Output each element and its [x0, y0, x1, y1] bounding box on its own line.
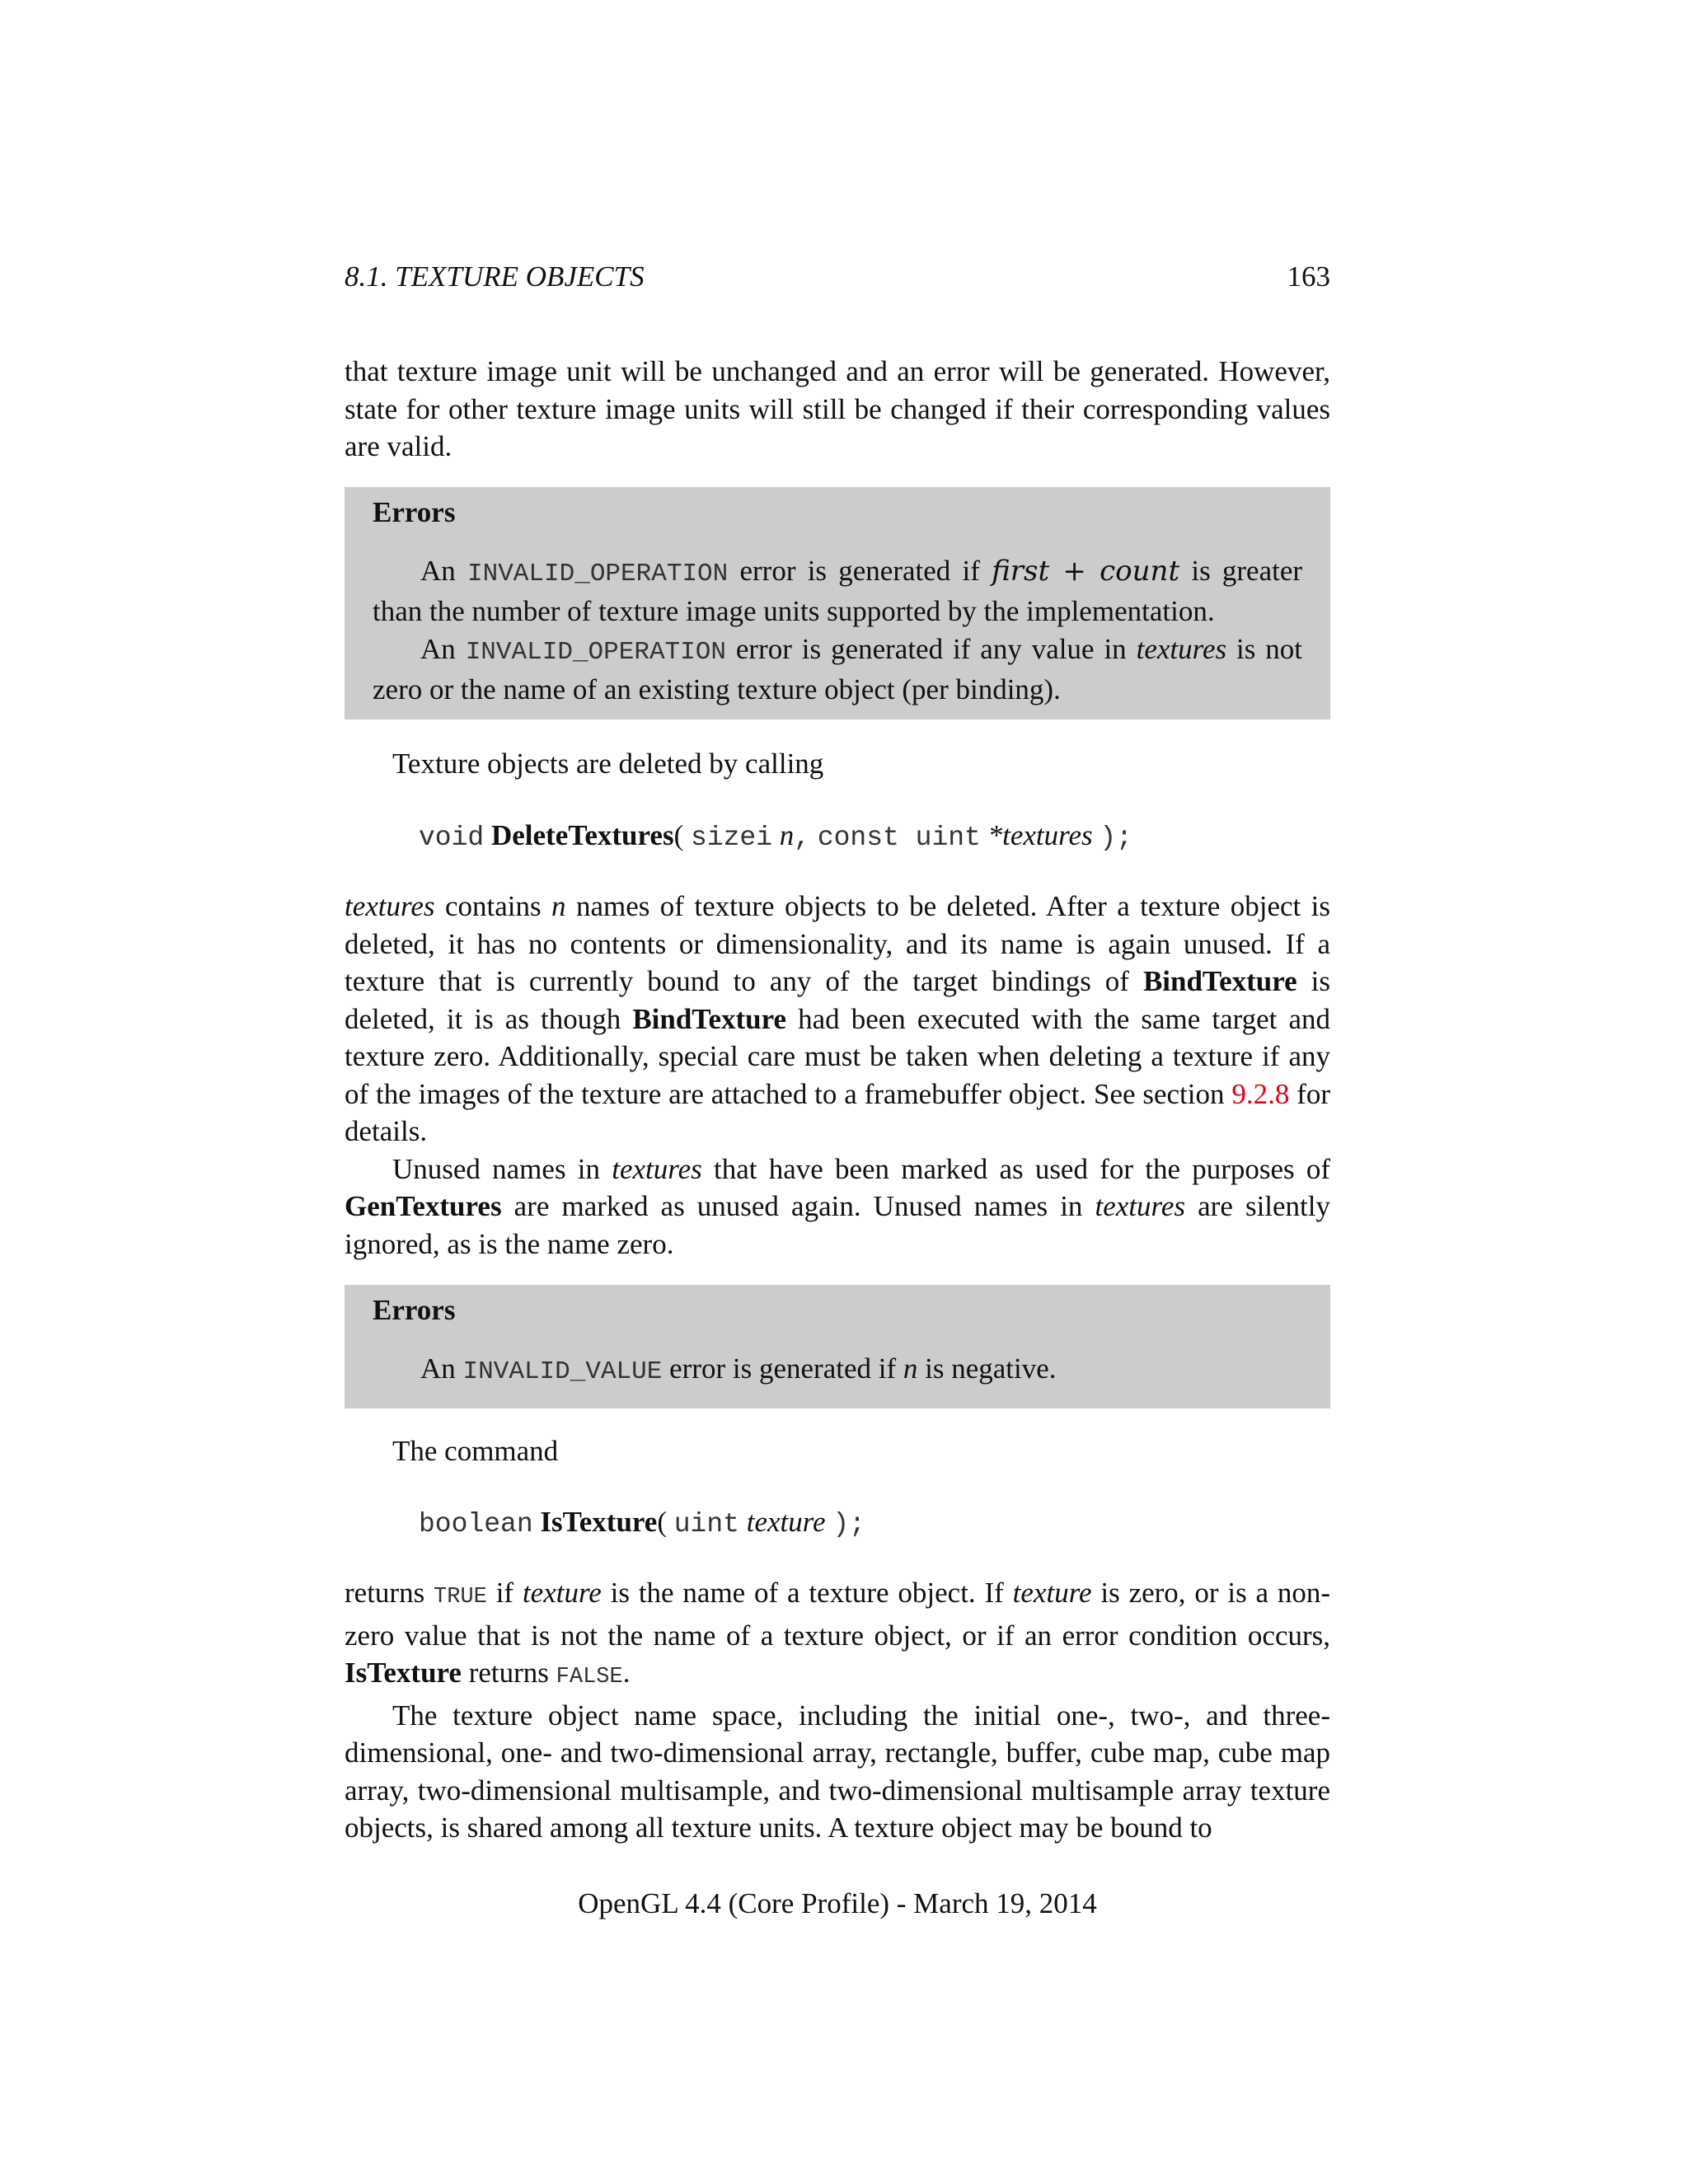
math-expression: first + count — [992, 554, 1180, 588]
function-name: DeleteTextures — [490, 819, 674, 851]
errors-box-1 — [345, 487, 1330, 719]
errors-box-2 — [345, 1285, 1330, 1408]
delete-textures-prototype: void DeleteTextures( sizei n, const uint *textures ); — [419, 819, 1132, 853]
namespace-paragraph: The texture object name space, including the initial one-, two-, and three- dimensional, one- and two-dimensional array, rectangle, buffer, cube map, cube map array, two-dimensional multisample, and two-dimensional multisample array texture objects, is shared among all texture units. A texture object may be bound to — [345, 1699, 1330, 1844]
delete-description: textures contains n names of texture objects to be deleted. After a texture object is deleted, it has no contents or dimensionality, and its name is again unused. If a texture that is currently bound to any of the target bindings of BindTexture is deleted, it is as though BindTexture had been executed with the same target and texture zero. Additionally, special care must be taken when deleting a texture if any of the images of the texture are attached to a framebuffer object. See section 9.2.8 for details. Unused names in textures that have been marked as used for the purposes of GenTextures are marked as unused again. Unused names in textures are silently ignored, as is the name zero. — [345, 888, 1330, 1263]
errors-heading: Errors — [373, 1294, 456, 1326]
error-item: An INVALID_OPERATION error is generated if first + count is greater than the number of texture image units supported by the implementation. — [373, 554, 1303, 627]
error-item: An INVALID_OPERATION error is generated if any value in textures is not zero or the name of an existing texture object (per binding). — [373, 632, 1303, 705]
page-number: 163 — [1287, 260, 1330, 293]
section-link[interactable]: 9.2.8 — [1231, 1077, 1290, 1110]
running-head — [345, 257, 1330, 297]
errors-heading: Errors — [373, 496, 456, 528]
istexture-prototype: boolean IsTexture( uint texture ); — [419, 1506, 865, 1540]
unused-paragraph: Unused names in textures that have been marked as used for the purposes of GenTextures are marked as unused again. Unused names in textures are silently ignored, as is the name zero. — [345, 1152, 1331, 1260]
error-code: INVALID_VALUE — [462, 1357, 663, 1386]
command-intro: The command — [392, 1435, 559, 1467]
error-code: INVALID_OPERATION — [467, 559, 729, 588]
page-footer: OpenGL 4.4 (Core Profile) - March 19, 2014 — [578, 1887, 1097, 1919]
section-title: 8.1. TEXTURE OBJECTS — [345, 260, 645, 293]
error-code: INVALID_OPERATION — [465, 637, 726, 667]
istexture-description: returns TRUE if texture is the name of a texture object. If texture is zero, or is a non-zero value that is not the name of a texture object, or if an error condition occurs, IsTexture returns FALSE. The texture object name space, including the initial one-, two-, and three- dimensional, one- and two-dimensional array, rectangle, buffer, cube map, cube map array, two-dimensional multisample, and two-dimensional multisample array texture objects, is shared among all texture units. A texture object may be bound to — [345, 1574, 1330, 1847]
error-item: An INVALID_VALUE error is generated if n is negative. — [420, 1352, 1057, 1386]
intro-paragraph: that texture image unit will be unchanged and an error will be generated. However, state for other texture image units will still be changed if their corresponding values are valid. — [345, 355, 1330, 462]
function-name: IsTexture — [540, 1506, 658, 1538]
delete-intro: Texture objects are deleted by calling — [392, 748, 824, 780]
